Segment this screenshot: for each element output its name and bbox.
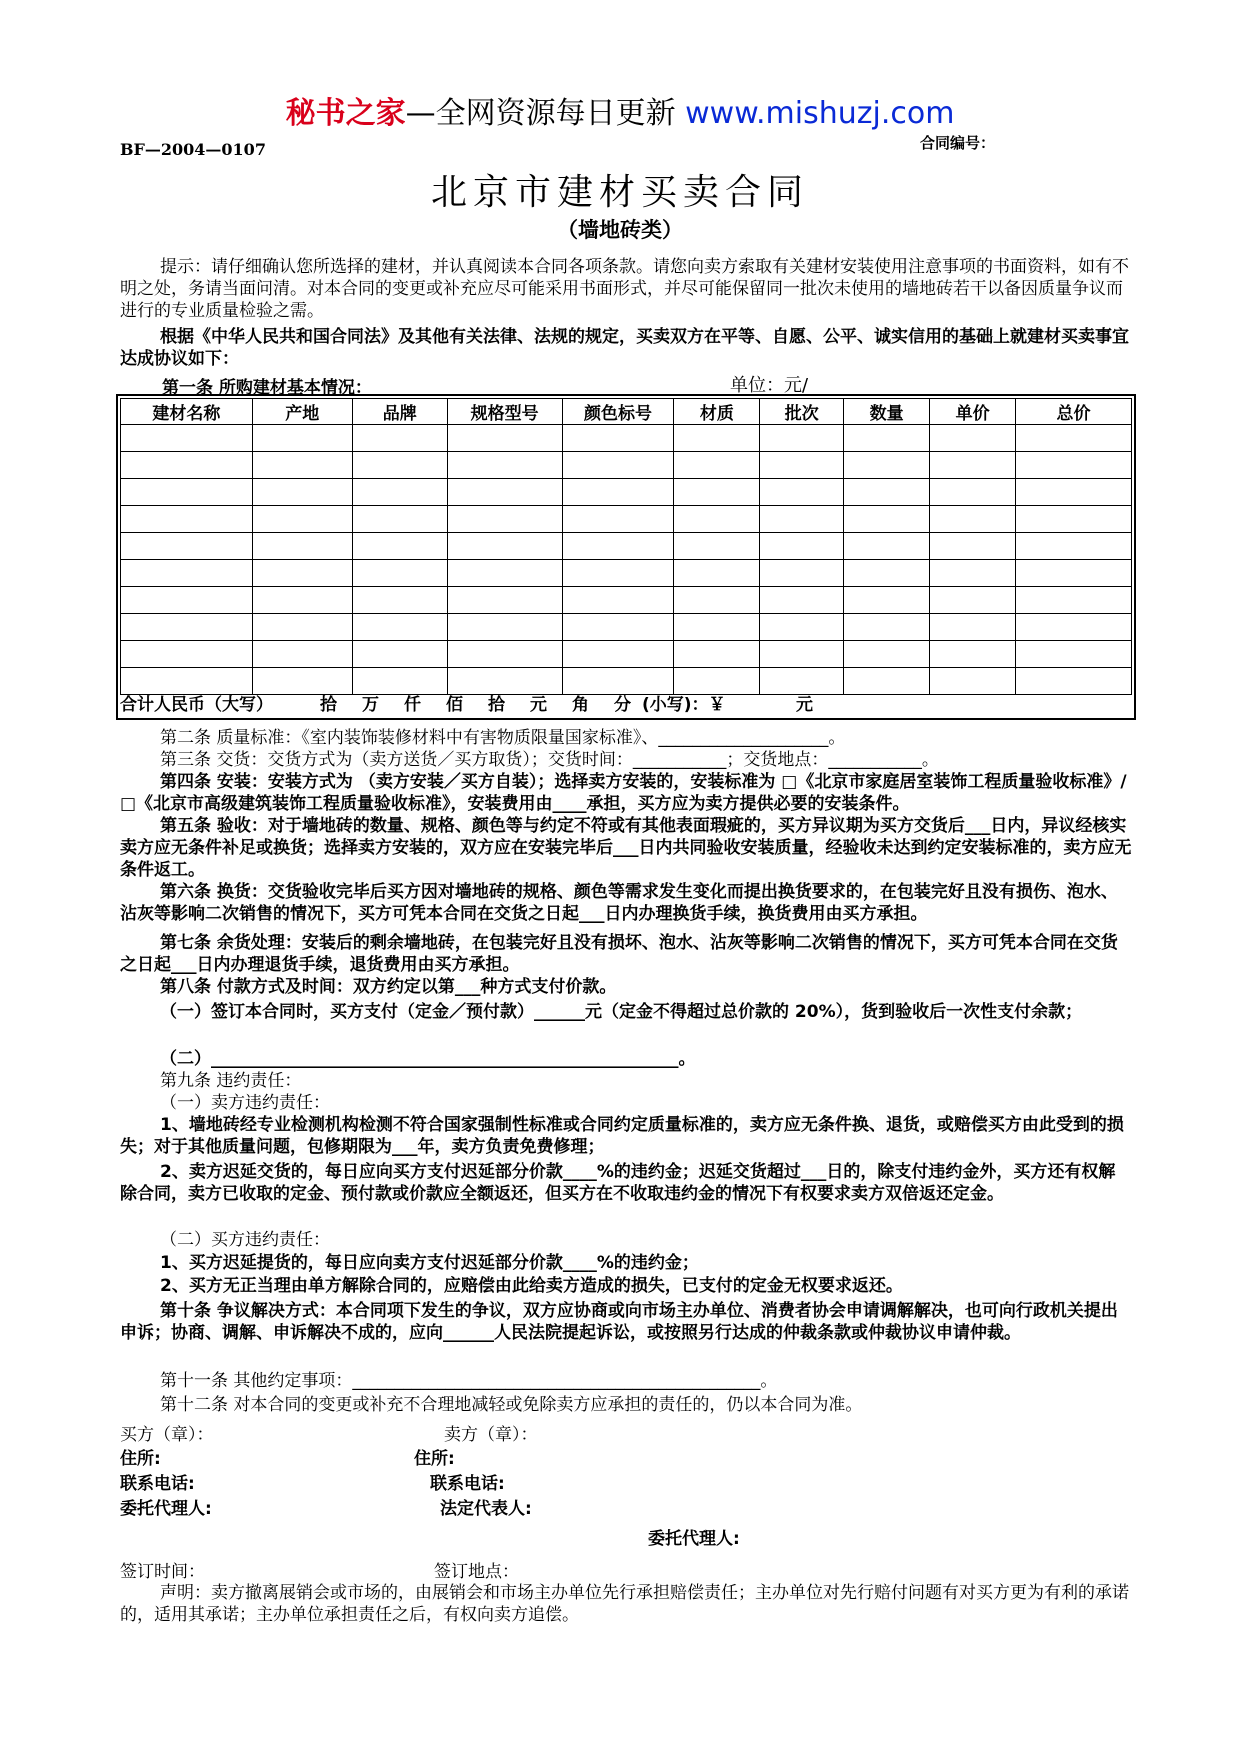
page-title: 北京市建材买卖合同 xyxy=(430,172,809,213)
table-cell xyxy=(930,641,1016,668)
table-cell xyxy=(352,560,447,587)
table-cell xyxy=(844,560,930,587)
col-header-origin: 产地 xyxy=(252,399,352,425)
contract-number-label: 合同编号： xyxy=(920,134,996,152)
seller-phone-label: 联系电话: xyxy=(430,1474,505,1494)
table-cell xyxy=(252,533,352,560)
table-cell xyxy=(252,452,352,479)
table-cell xyxy=(121,452,253,479)
table-cell xyxy=(1016,560,1132,587)
article-5: 第五条 验收：对于墙地砖的数量、规格、颜色等与约定不符或有其他表面瑕疵的，买方异议期为买方交货后___日内，异议经核实卖方应无条件补足或换货；选择卖方安装的，双方应在安装完毕后___日内共同验收安装质量，经验收未达到约定安装标准的，卖方应无条件返工。 xyxy=(120,816,1132,880)
table-cell xyxy=(121,479,253,506)
table-header-row xyxy=(121,399,1132,425)
table-cell xyxy=(760,533,844,560)
notice-paragraph: 提示：请仔细确认您所选择的建材，并认真阅读本合同各项条款。请您向卖方索取有关建材安装使用注意事项的书面资料，如有不明之处，务请当面问清。对本合同的变更或补充应尽可能采用书面形式，并尽可能保留同一批次未使用的墙地砖若干以备因质量争议而进行的专业质量检验之需。 xyxy=(120,257,1129,321)
table-cell xyxy=(1016,533,1132,560)
article-1-label: 第一条 所购建材基本情况： xyxy=(162,378,372,398)
table-cell xyxy=(930,425,1016,452)
table-cell xyxy=(352,533,447,560)
buyer-seal-label: 买方（章）： xyxy=(120,1425,214,1445)
table-row xyxy=(121,533,1132,560)
table-cell xyxy=(760,641,844,668)
table-cell xyxy=(252,614,352,641)
seller-seal-label: 卖方（章）： xyxy=(444,1425,538,1445)
article-8-option-1: （一）签订本合同时，买方支付（定金／预付款）______元（定金不得超过总价款的 20%），货到验收后一次性支付余款； xyxy=(160,1002,1083,1022)
table-cell xyxy=(252,560,352,587)
table-cell xyxy=(562,479,674,506)
table-cell xyxy=(121,560,253,587)
unit-yuan: 元 xyxy=(530,695,547,715)
unit-shi-1: 拾 xyxy=(320,695,337,715)
unit-wan: 万 xyxy=(362,695,379,715)
table-row xyxy=(121,506,1132,533)
table-cell xyxy=(121,614,253,641)
table-row xyxy=(121,560,1132,587)
sign-time-label: 签订时间： xyxy=(120,1562,205,1582)
table-cell xyxy=(760,506,844,533)
article-11: 第十一条 其他约定事项：________________________________________________。 xyxy=(160,1371,778,1391)
statement-paragraph: 声明：卖方撤离展销会或市场的，由展销会和市场主办单位先行承担赔偿责任；主办单位对先行赔付问题有对买方更为有利的承诺的，适用其承诺；主办单位承担责任之后，有权向卖方追偿。 xyxy=(120,1583,1129,1625)
table-cell xyxy=(352,506,447,533)
table-cell xyxy=(352,614,447,641)
unit-fen: 分 xyxy=(614,695,631,715)
table-cell xyxy=(674,668,760,695)
table-cell xyxy=(1016,668,1132,695)
article-9-seller-1: 1、墙地砖经专业检测机构检测不符合国家强制性标准或合同约定质量标准的，卖方应无条件换、退货，或赔偿买方由此受到的损失；对于其他质量问题，包修期限为___年，卖方负责免费修理； xyxy=(120,1115,1124,1157)
table-cell xyxy=(562,425,674,452)
table-cell xyxy=(121,533,253,560)
basis-paragraph: 根据《中华人民共和国合同法》及其他有关法律、法规的规定，买卖双方在平等、自愿、公平、诚实信用的基础上就建材买卖事宜达成协议如下： xyxy=(120,327,1129,369)
table-cell xyxy=(252,641,352,668)
table-cell xyxy=(447,641,562,668)
buyer-phone-label: 联系电话: xyxy=(120,1474,195,1494)
table-cell xyxy=(844,479,930,506)
table-cell xyxy=(844,587,930,614)
total-label: 合计人民币（大写） xyxy=(120,695,273,715)
table-cell xyxy=(674,641,760,668)
table-cell xyxy=(760,452,844,479)
table-cell xyxy=(252,506,352,533)
banner-url[interactable]: www.mishuzj.com xyxy=(685,96,955,131)
table-cell xyxy=(844,533,930,560)
table-cell xyxy=(674,587,760,614)
unit-bai: 佰 xyxy=(446,695,463,715)
table-cell xyxy=(252,587,352,614)
article-12: 第十二条 对本合同的变更或补充不合理地减轻或免除卖方应承担的责任的，仍以本合同为准。 xyxy=(160,1395,863,1415)
table-cell xyxy=(674,425,760,452)
article-6: 第六条 换货：交货验收完毕后买方因对墙地砖的规格、颜色等需求发生变化而提出换货要求的，在包装完好且没有损伤、泡水、沾灰等影响二次销售的情况下，买方可凭本合同在交货之日起___日内办理换货手续，换货费用由买方承担。 xyxy=(120,882,1118,924)
table-cell xyxy=(121,506,253,533)
table-cell xyxy=(1016,452,1132,479)
table-cell xyxy=(252,425,352,452)
col-header-color: 颜色标号 xyxy=(562,399,674,425)
col-header-unit-price: 单价 xyxy=(930,399,1016,425)
table-cell xyxy=(352,668,447,695)
total-row xyxy=(120,694,1132,716)
article-10: 第十条 争议解决方式：本合同项下发生的争议，双方应协商或向市场主办单位、消费者协会申请调解解决，也可向行政机关提出申诉；协商、调解、申诉解决不成的，应向______人民法院提起诉讼，或按照另行达成的仲裁条款或仲裁协议申请仲裁。 xyxy=(120,1301,1118,1343)
table-cell xyxy=(447,479,562,506)
table-cell xyxy=(447,587,562,614)
table-cell xyxy=(760,560,844,587)
article-8: 第八条 付款方式及时间：双方约定以第___种方式支付价款。 xyxy=(160,977,617,997)
table-cell xyxy=(930,506,1016,533)
table-cell xyxy=(930,614,1016,641)
table-cell xyxy=(562,452,674,479)
sign-place-label: 签订地点： xyxy=(434,1562,519,1582)
table-cell xyxy=(760,425,844,452)
table-cell xyxy=(760,587,844,614)
col-header-brand: 品牌 xyxy=(352,399,447,425)
table-row xyxy=(121,479,1132,506)
site-banner xyxy=(0,88,1240,132)
table-cell xyxy=(674,452,760,479)
table-cell xyxy=(447,506,562,533)
col-header-batch: 批次 xyxy=(760,399,844,425)
article-2: 第二条 质量标准：《室内装饰装修材料中有害物质限量国家标准》、____________________。 xyxy=(160,728,846,748)
article-9-buyer-2: 2、买方无正当理由单方解除合同的，应赔偿由此给卖方造成的损失，已支付的定金无权要求返还。 xyxy=(160,1276,903,1296)
table-cell xyxy=(674,533,760,560)
table-cell xyxy=(447,452,562,479)
table-cell xyxy=(930,560,1016,587)
table-cell xyxy=(1016,506,1132,533)
unit-shi-2: 拾 xyxy=(488,695,505,715)
col-header-material: 材质 xyxy=(674,399,760,425)
table-cell xyxy=(930,668,1016,695)
table-cell xyxy=(352,479,447,506)
table-cell xyxy=(760,614,844,641)
table-cell xyxy=(1016,425,1132,452)
article-3: 第三条 交货：交货方式为（卖方送货／买方取货）；交货时间：___________；交货地点：___________。 xyxy=(160,750,939,770)
table-cell xyxy=(674,506,760,533)
article-9-buyer-heading: （二）买方违约责任： xyxy=(160,1230,330,1250)
table-cell xyxy=(121,668,253,695)
total-small-label: (小写)：￥ xyxy=(642,695,726,715)
table-cell xyxy=(844,506,930,533)
col-header-spec: 规格型号 xyxy=(447,399,562,425)
table-cell xyxy=(447,668,562,695)
table-cell xyxy=(930,452,1016,479)
table-cell xyxy=(760,668,844,695)
table-cell xyxy=(1016,479,1132,506)
table-cell xyxy=(352,452,447,479)
table-cell xyxy=(844,452,930,479)
table-cell xyxy=(562,614,674,641)
table-cell xyxy=(252,668,352,695)
table-cell xyxy=(844,641,930,668)
table-cell xyxy=(930,533,1016,560)
table-cell xyxy=(844,668,930,695)
table-cell xyxy=(447,560,562,587)
document-code: BF—2004—0107 xyxy=(120,140,266,159)
table-cell xyxy=(562,533,674,560)
page-subtitle: （墙地砖类） xyxy=(557,218,683,242)
banner-text: —全网资源每日更新 xyxy=(405,96,686,131)
items-table xyxy=(120,398,1132,695)
table-row xyxy=(121,614,1132,641)
table-cell xyxy=(562,668,674,695)
table-cell xyxy=(562,641,674,668)
article-9: 第九条 违约责任： xyxy=(160,1071,302,1091)
table-cell xyxy=(674,560,760,587)
table-cell xyxy=(760,479,844,506)
seller-legal-rep-label: 法定代表人: xyxy=(440,1499,532,1519)
table-cell xyxy=(352,641,447,668)
table-cell xyxy=(447,614,562,641)
table-cell xyxy=(674,614,760,641)
col-header-quantity: 数量 xyxy=(844,399,930,425)
buyer-agent-label: 委托代理人: xyxy=(120,1499,212,1519)
table-row xyxy=(121,668,1132,695)
table-row xyxy=(121,452,1132,479)
table-cell xyxy=(352,425,447,452)
table-row xyxy=(121,587,1132,614)
table-cell xyxy=(252,479,352,506)
table-cell xyxy=(562,587,674,614)
table-cell xyxy=(352,587,447,614)
table-cell xyxy=(844,425,930,452)
col-header-name: 建材名称 xyxy=(121,399,253,425)
seller-address-label: 住所: xyxy=(414,1449,455,1469)
article-9-seller-2: 2、卖方迟延交货的，每日应向买方支付迟延部分价款____%的违约金；迟延交货超过___日的，除支付违约金外，买方还有权解除合同，卖方已收取的定金、预付款或价款应全额返还，但买方在不收取违约金的情况下有权要求卖方双倍返还定金。 xyxy=(120,1162,1116,1204)
table-cell xyxy=(930,587,1016,614)
article-4: 第四条 安装：安装方式为 （卖方安装／买方自装）；选择卖方安装的，安装标准为 □《北京市家庭居室装饰工程质量验收标准》/ □《北京市高级建筑装饰工程质量验收标准》，安装费用由____承担，买方应为卖方提供必要的安装条件。 xyxy=(120,772,1127,814)
table-cell xyxy=(562,560,674,587)
table-cell xyxy=(447,533,562,560)
article-7: 第七条 余货处理：安装后的剩余墙地砖，在包装完好且没有损坏、泡水、沾灰等影响二次销售的情况下，买方可凭本合同在交货之日起___日内办理退货手续，退货费用由买方承担。 xyxy=(120,933,1118,975)
table-cell xyxy=(930,479,1016,506)
table-cell xyxy=(844,614,930,641)
table-cell xyxy=(121,587,253,614)
unit-jiao: 角 xyxy=(572,695,589,715)
unit-qian: 仟 xyxy=(404,695,421,715)
col-header-total: 总价 xyxy=(1016,399,1132,425)
buyer-address-label: 住所: xyxy=(120,1449,161,1469)
seller-agent-label: 委托代理人: xyxy=(648,1529,740,1549)
table-row xyxy=(121,641,1132,668)
table-cell xyxy=(1016,614,1132,641)
table-cell xyxy=(1016,641,1132,668)
table-row xyxy=(121,425,1132,452)
table-cell xyxy=(121,425,253,452)
table-cell xyxy=(562,506,674,533)
table-cell xyxy=(447,425,562,452)
total-yuan-label: 元 xyxy=(796,695,813,715)
article-9-seller-heading: （一）卖方违约责任： xyxy=(160,1093,330,1113)
banner-brand: 秘书之家 xyxy=(285,96,406,131)
table-cell xyxy=(121,641,253,668)
article-8-option-2: （二）_______________________________________________________。 xyxy=(160,1049,696,1069)
table-cell xyxy=(674,479,760,506)
article-9-buyer-1: 1、买方迟延提货的，每日应向卖方支付迟延部分价款____%的违约金； xyxy=(160,1253,699,1273)
unit-label: 单位：元/ xyxy=(730,375,809,396)
table-cell xyxy=(1016,587,1132,614)
